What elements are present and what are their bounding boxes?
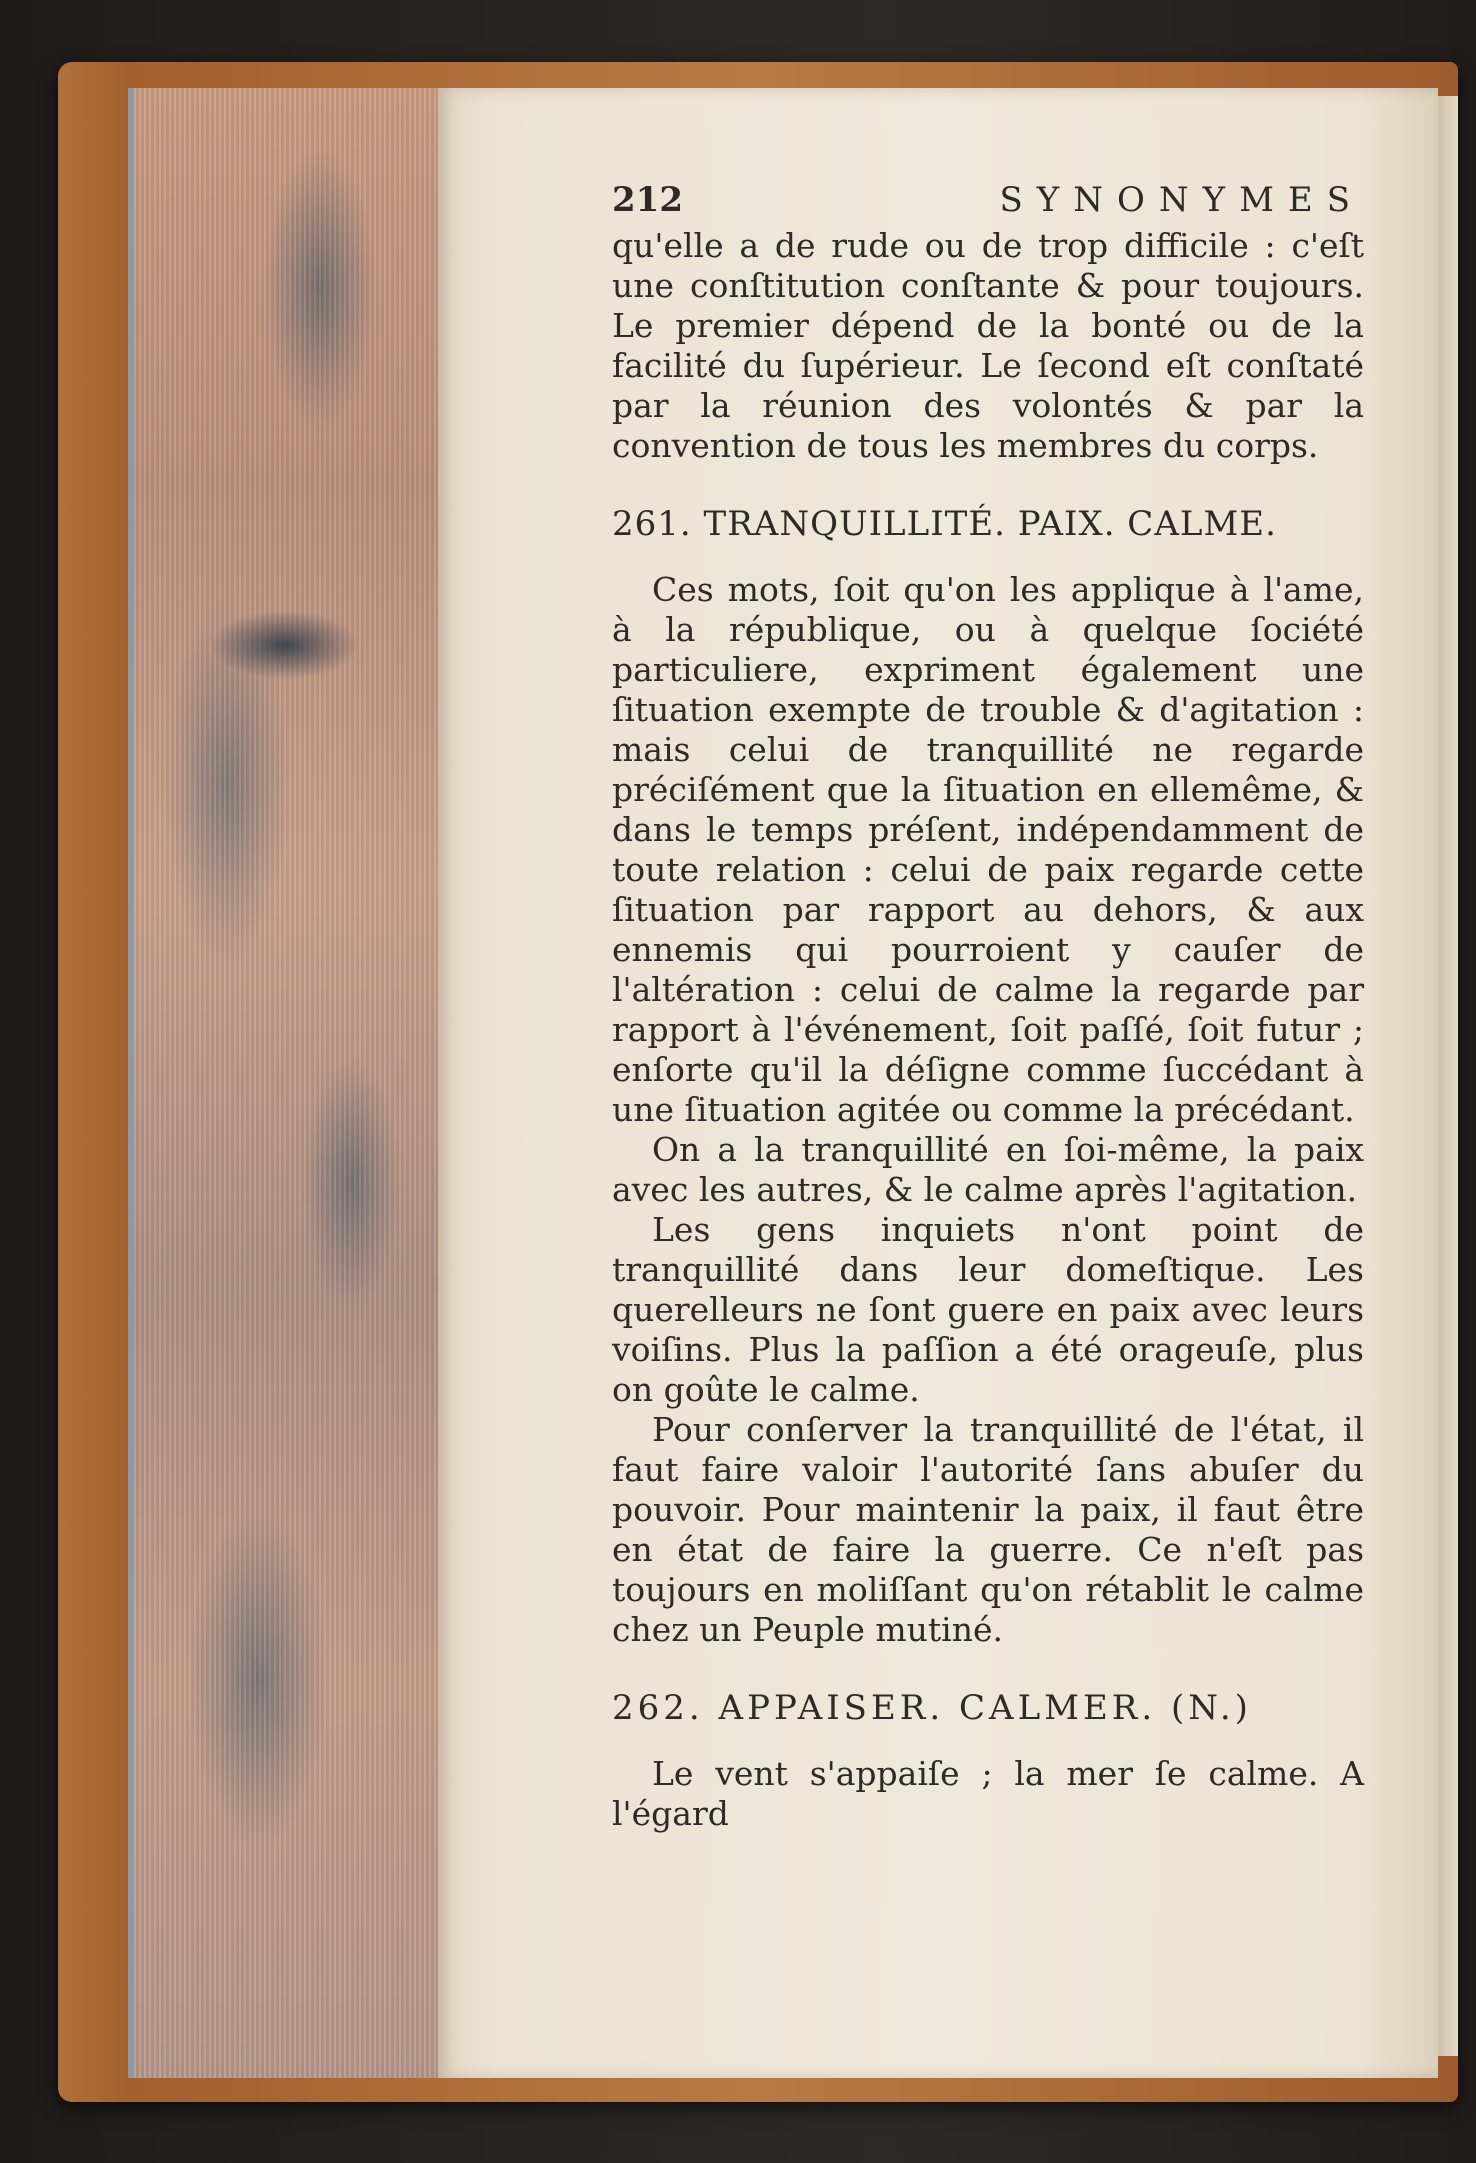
facing-page-edge [1438,96,1458,2056]
paragraph: Pour conſerver la tranquillité de l'état, il faut faire valoir l'autorité ſans abuſer du pouvoir. Pour maintenir la paix, il faut être en état de faire la guerre. Ce n'eſt pas toujours en moliſſant qu'on rétablit le calme chez un Peuple mutiné. [612,1410,1364,1649]
section-heading-262: 262. APPAISER. CALMER. (N.) [612,1688,1252,1728]
section-heading-261: 261. TRANQUILLITÉ. PAIX. CALME. [612,504,1277,544]
page-edges-marbled [128,88,444,2078]
ink-stain [210,610,360,680]
page-text [612,180,1364,1834]
running-header [612,180,1364,226]
intro-paragraph: qu'elle a de rude ou de trop difficile : c'eſt une conſtitution conſtante & pour toujours. Le premier dépend de la bonté ou de la facilité du ſupérieur. Le ſecond eſt conſtaté par la réunion des volontés & par la convention de tous les membres du corps. [612,226,1364,465]
paragraph: Le vent s'appaiſe ; la mer ſe calme. A l'égard [612,1754,1364,1833]
paragraph: On a la tranquillité en ſoi-même, la paix avec les autres, & le calme après l'agitation. [612,1130,1364,1209]
paragraph: Ces mots, ſoit qu'on les applique à l'ame, à la république, ou à quelque ſociété particuliere, expriment également une ſituation exempte de trouble & d'agitation : mais celui de tranquillité ne regarde préciſément que la ſituation en ellemême, & dans le temps préſent, indépendamment de toute relation : celui de paix regarde cette ſituation par rapport au dehors, & aux ennemis qui pourroient y cauſer de l'altération : celui de calme la regarde par rapport à l'événement, ſoit paſſé, ſoit futur ; enſorte qu'il la déſigne comme ſuccédant à une ſituation agitée ou comme la précédant. [612,570,1364,1129]
page-number: 212 [612,180,683,220]
paragraph: Les gens inquiets n'ont point de tranquillité dans leur domeſtique. Les querelleurs ne ſont guere en paix avec leurs voiſins. Plus la paſſion a été orageuſe, plus on goûte le calme. [612,1210,1364,1409]
running-title: SYNONYMES [999,180,1364,220]
